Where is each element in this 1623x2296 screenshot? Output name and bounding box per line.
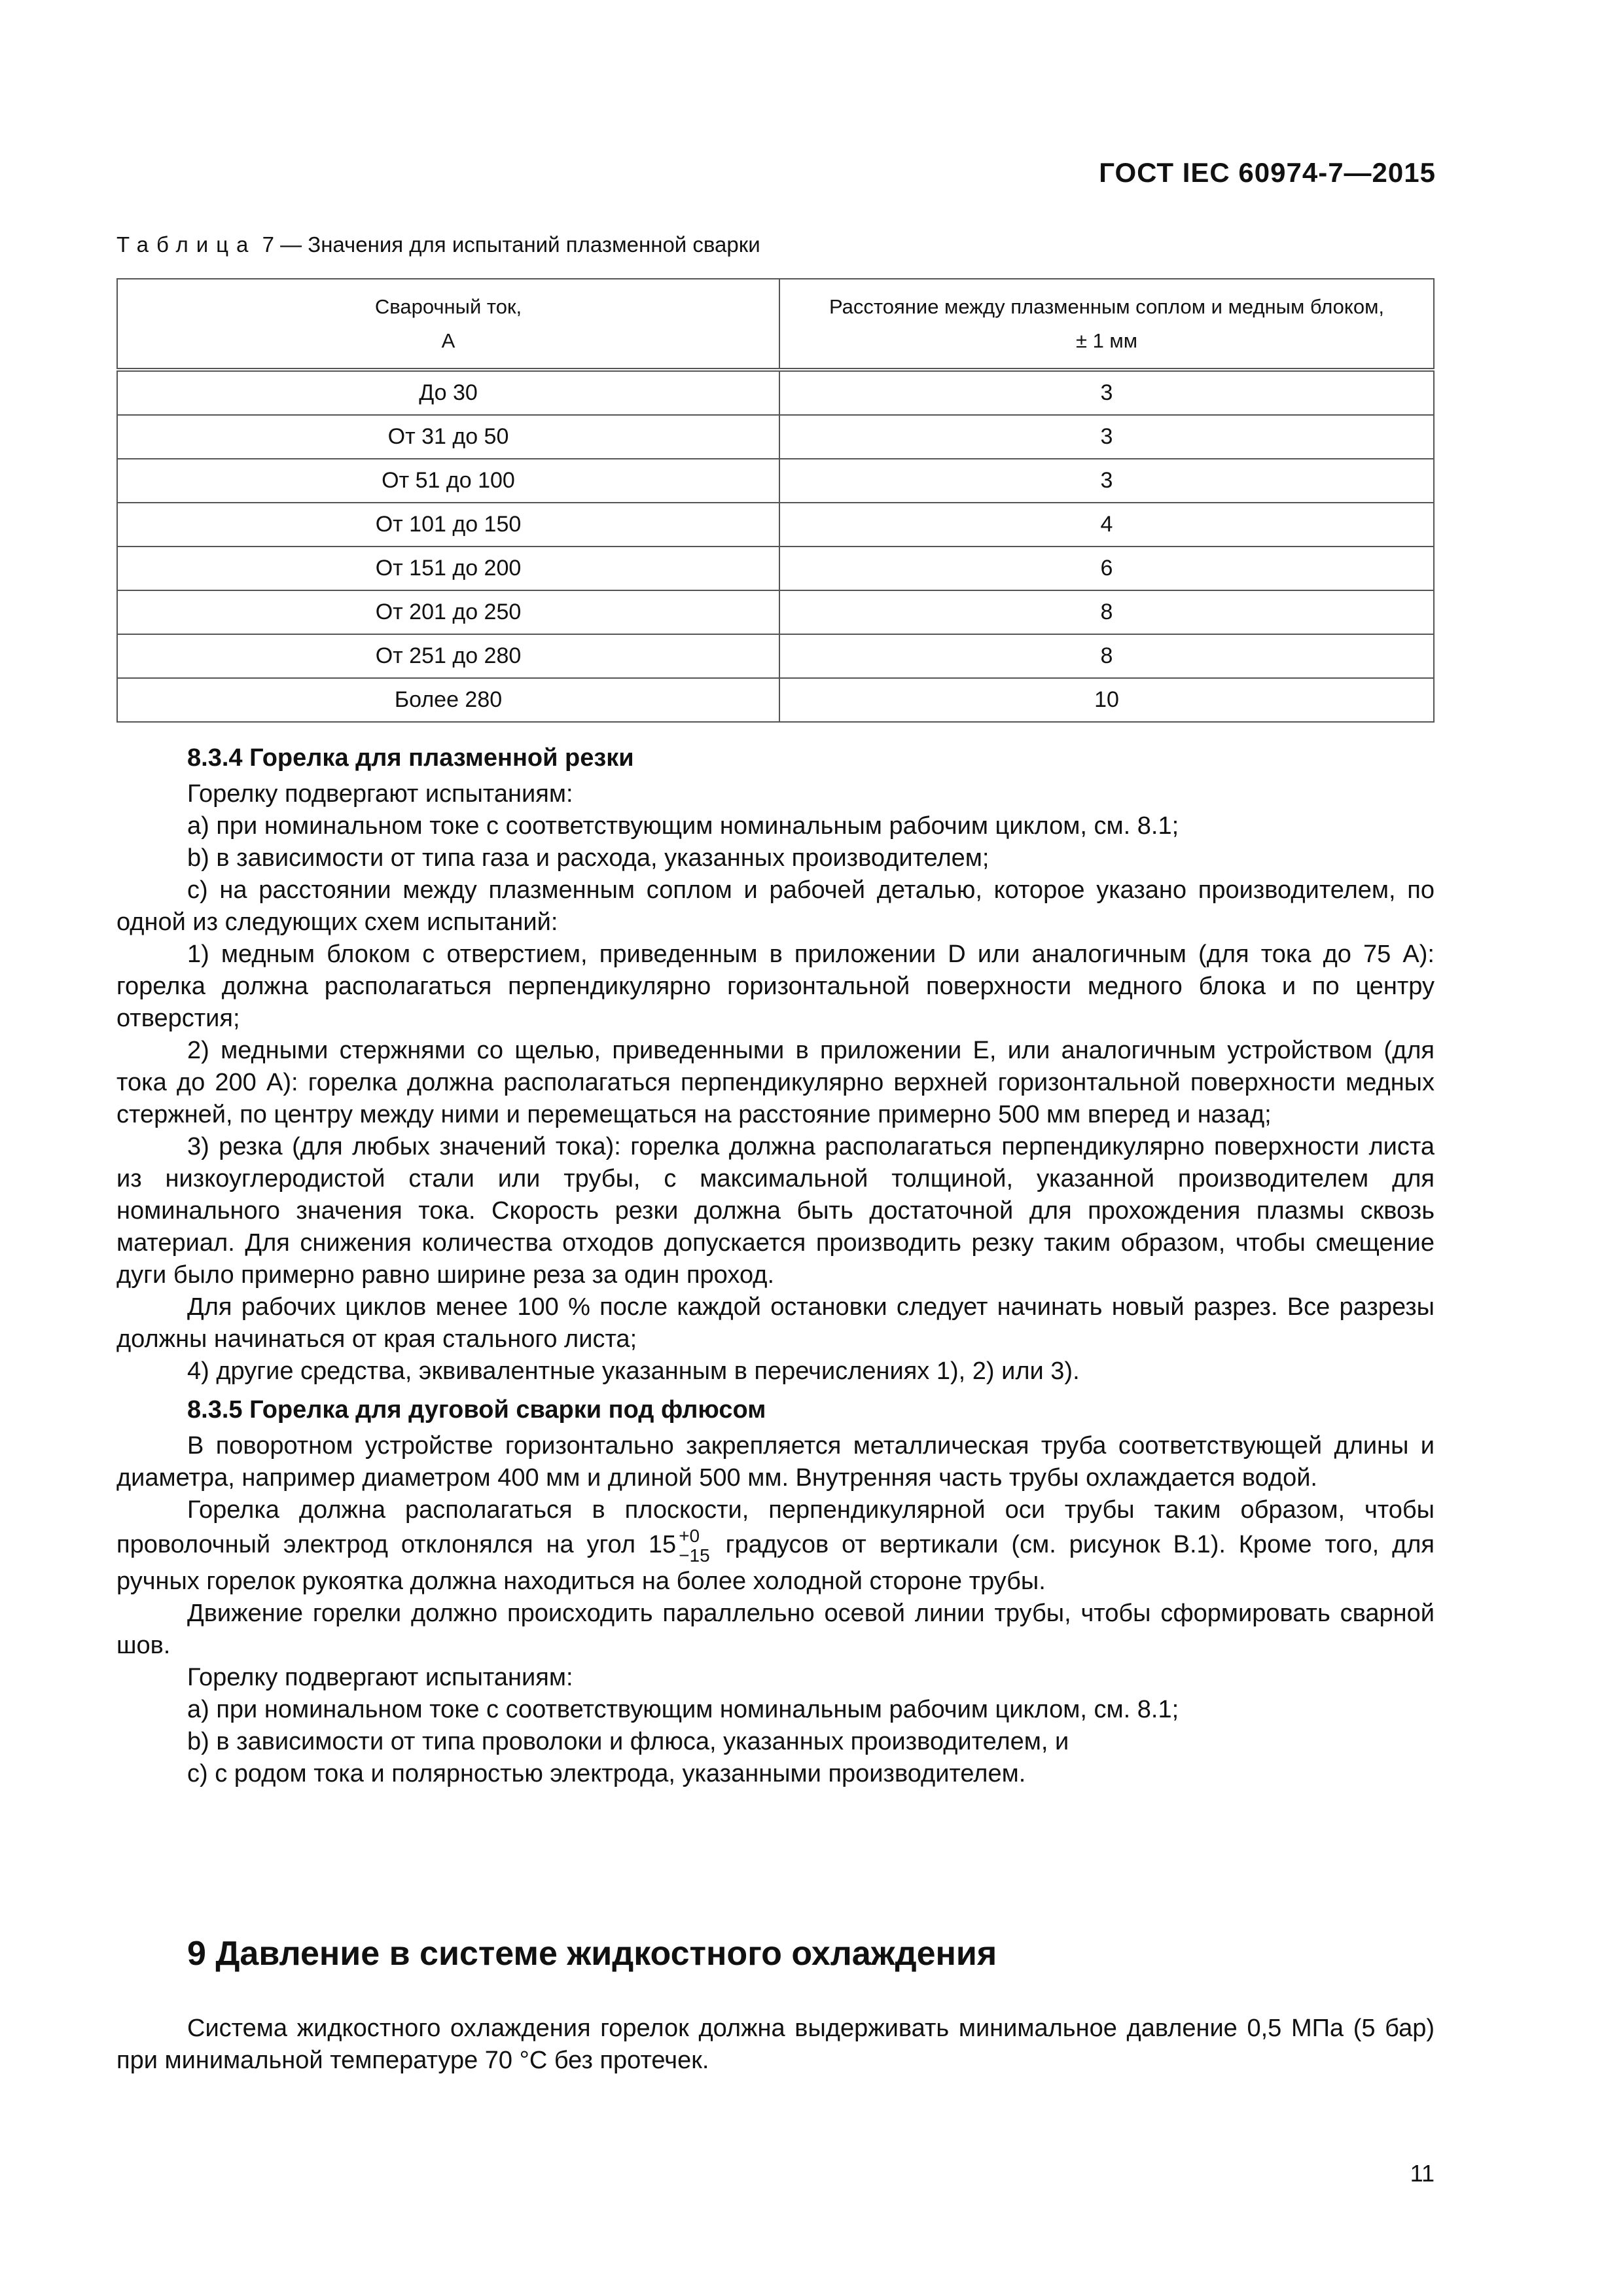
table-row [117, 678, 1434, 722]
table-row [117, 415, 1434, 459]
table-row [117, 503, 1434, 547]
paragraph: Для рабочих циклов менее 100 % после каждой остановки следует начинать новый разрез. Все разрезы должны начинаться от края стального листа; [116, 1293, 1435, 1353]
header-welding-current: Сварочный ток, А [117, 279, 779, 370]
list-item-a: a) при номинальном токе с соответствующим номинальным рабочим циклом, см. 8.1; [187, 1696, 1179, 1723]
section-8-3-4 [116, 740, 1435, 1790]
table-row [117, 459, 1434, 503]
cell-current: Более 280 [117, 678, 779, 722]
standard-id: ГОСТ IEC 60974-7—2015 [1099, 157, 1436, 188]
list-item-a: a) при номинальном токе с соответствующим номинальным рабочим циклом, см. 8.1; [187, 812, 1179, 840]
table-row [117, 547, 1434, 590]
table-row [117, 590, 1434, 634]
table-row [117, 634, 1434, 678]
cell-current: До 30 [117, 370, 779, 415]
list-item-c: c) на расстоянии между плазменным соплом и рабочей деталью, которое указано производителем, по одной из следующих схем испытаний: [116, 876, 1435, 936]
list-item-2: 2) медными стержнями со щелью, приведенными в приложении Е, или аналогичным устройством (для тока до 200 А): горелка должна располагаться перпендикулярно верхней горизонтальной поверхности медных стержней, по центру между ними и перемещаться на расстояние примерно 500 мм вперед и назад; [116, 1037, 1435, 1128]
cell-distance: 8 [779, 634, 1434, 678]
angle-tolerance: +0 −15 [679, 1526, 710, 1566]
table-header-row [117, 279, 1434, 370]
heading-section-9: 9 Давление в системе жидкостного охлаждения [187, 1935, 997, 1973]
cell-current: От 151 до 200 [117, 547, 779, 590]
table-caption-number: 7 [262, 232, 274, 257]
cell-current: От 31 до 50 [117, 415, 779, 459]
table-caption [116, 232, 760, 257]
paragraph: Движение горелки должно происходить параллельно осевой линии трубы, чтобы сформировать сварной шов. [116, 1600, 1435, 1659]
cell-current: От 101 до 150 [117, 503, 779, 547]
cell-distance: 8 [779, 590, 1434, 634]
cell-distance: 3 [779, 415, 1434, 459]
list-item-b: b) в зависимости от типа газа и расхода, указанных производителем; [187, 844, 990, 872]
section-9 [116, 2013, 1435, 2077]
cell-distance: 10 [779, 678, 1434, 722]
list-item-4: 4) другие средства, эквивалентные указанным в перечислениях 1), 2) или 3). [187, 1357, 1080, 1385]
paragraph: Система жидкостного охлаждения горелок должна выдерживать минимальное давление 0,5 МПа (5 бар) при минимальной температуре 70 °С без протечек. [116, 2015, 1435, 2074]
header-distance: Расстояние между плазменным соплом и медным блоком, ± 1 мм [779, 279, 1434, 370]
cell-distance: 3 [779, 370, 1434, 415]
heading-8-3-5: 8.3.5 Горелка для дуговой сварки под флюсом [187, 1396, 766, 1424]
cell-distance: 4 [779, 503, 1434, 547]
cell-current: От 251 до 280 [117, 634, 779, 678]
heading-8-3-4: 8.3.4 Горелка для плазменной резки [187, 744, 634, 772]
cell-distance: 3 [779, 459, 1434, 503]
cell-current: От 51 до 100 [117, 459, 779, 503]
table-caption-prefix: Таблица [116, 232, 257, 257]
paragraph: Горелку подвергают испытаниям: [187, 780, 573, 808]
plasma-welding-table [116, 278, 1435, 723]
list-item-1: 1) медным блоком с отверстием, приведенным в приложении D или аналогичным (для тока до 75 А): горелка должна располагаться перпендикулярно горизонтальной поверхности медного блока и по центру отверстия; [116, 941, 1435, 1032]
table-caption-text: — Значения для испытаний плазменной сварки [280, 232, 760, 257]
page-number: 11 [1410, 2160, 1435, 2187]
list-item-b: b) в зависимости от типа проволоки и флюса, указанных производителем, и [187, 1728, 1069, 1755]
table-row [117, 370, 1434, 415]
list-item-c: c) с родом тока и полярностью электрода, указанными производителем. [187, 1760, 1026, 1787]
cell-current: От 201 до 250 [117, 590, 779, 634]
cell-distance: 6 [779, 547, 1434, 590]
paragraph: Горелку подвергают испытаниям: [187, 1664, 573, 1691]
list-item-3: 3) резка (для любых значений тока): горелка должна располагаться перпендикулярно поверхности листа из низкоуглеродистой стали или трубы, с максимальной толщиной, указанной производителем для номинального значения тока. Скорость резки должна быть достаточной для прохождения плазмы сквозь материал. Для снижения количества отходов допускается производить резку таким образом, чтобы смещение дуги было примерно равно ширине реза за один проход. [116, 1133, 1435, 1289]
paragraph-angle: Горелка должна располагаться в плоскости, перпендикулярной оси трубы таким образом, чтобы проволочный электрод отклонялся на угол 15 +0 −15 градусов от вертикали (см. рисунок В.1). Кроме того, для ручных горелок рукоятка должна находиться на более холодной стороне трубы. [116, 1496, 1435, 1595]
paragraph: В поворотном устройстве горизонтально закрепляется металлическая труба соответствующей длины и диаметра, например диаметром 400 мм и длиной 500 мм. Внутренняя часть трубы охлаждается водой. [116, 1432, 1435, 1492]
